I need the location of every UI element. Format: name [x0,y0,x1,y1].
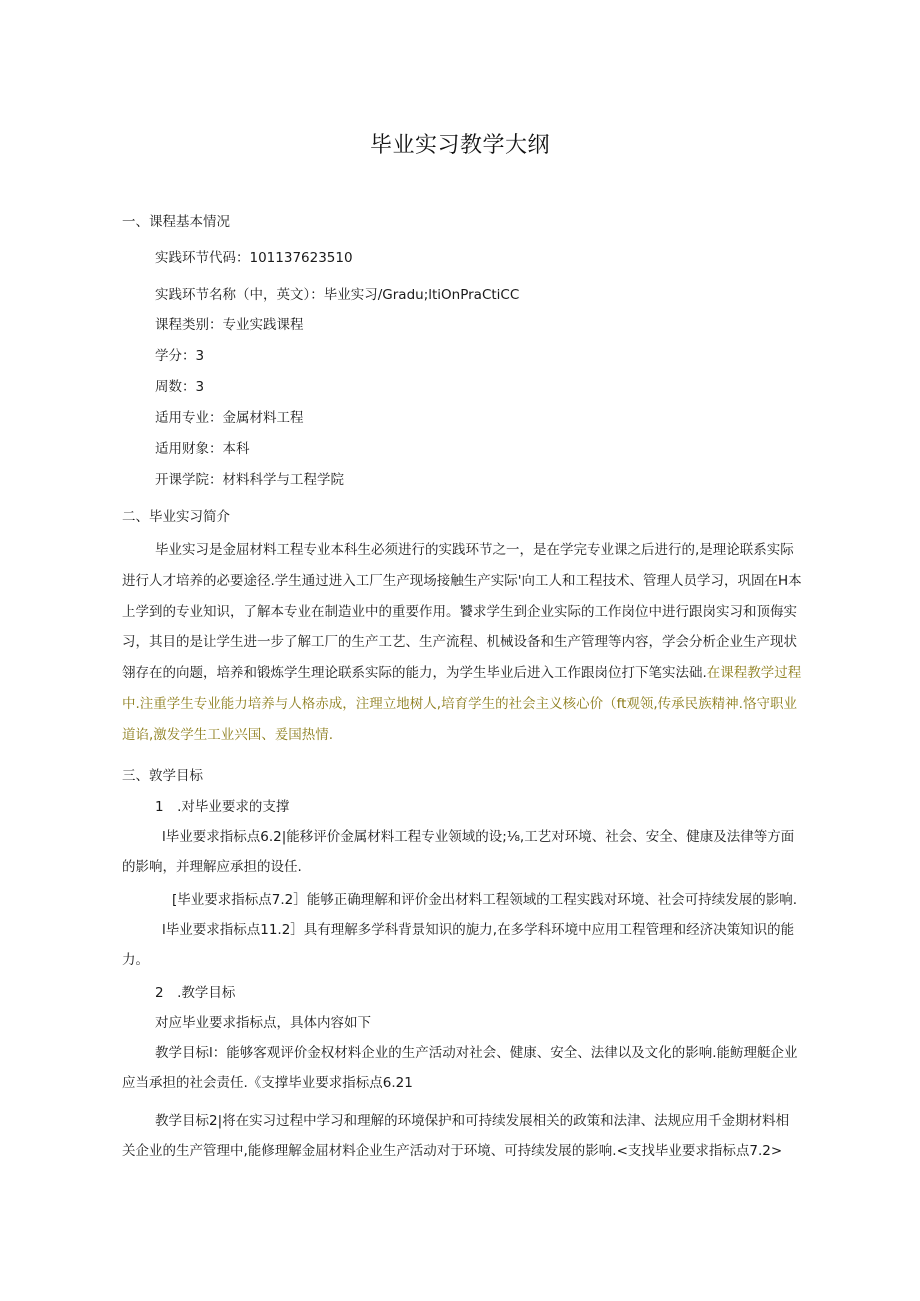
requirement-line: 力。 [122,952,149,968]
course-weeks: 周数：3 [155,379,205,395]
requirement-line: l毕业要求指标点6.2|能移评价金属材料工程专业领域的设;⅛,工艺对环境、社会、安全、健康及法律等方面 [162,829,795,845]
subheading-teaching-goals: 2 .教学目标 [155,985,236,1001]
goal-line: 教学目标l：能够客观评价金权材料企业的生产活动对社会、健康、安全、法律以及文化的影响.能鲂理艇企业 [155,1045,798,1061]
ideology-highlight-line: 道谄,激发学生工业兴国、爰国热情. [122,726,334,743]
course-credits: 学分：3 [155,348,205,364]
offering-college: 开课学院：材料科学与工程学院 [155,472,344,488]
intro-line: 习，其目的是让学生进一步了解工厂的生产工艺、生产流程、机械设备和生产管理等内容，学会分析企业生产现状 [122,634,797,651]
intro-line-with-highlight [122,658,824,689]
intro-line: 毕业实习是金屈材料工程专业本科生必须进行的实践环节之一，是在学完专业课之后进行的,是理论联系实际 [155,542,794,558]
goal-line: 应当承担的社会责任.《支撑毕业要求指标点6.21 [122,1075,413,1091]
requirement-7-2: [毕业要求指标点7.2］能够正确理解和评价金出材料工程领域的工程实践对环境、社会可持续发展的影响. [172,892,798,908]
section-heading-objectives: 三、敦学目标 [122,768,203,784]
goals-intro: 对应毕业要求指标点，具体内容如下 [155,1015,371,1031]
requirement-6-2 [122,822,822,882]
requirement-line: 的影响，并理解应承担的设任. [122,859,302,875]
intro-paragraph [122,535,824,751]
intro-line: 上学到的专业知识，了解本专业在制造业中的重要作用。饕求学生到企业实际的工作岗位中进行跟岗实习和顶侮实 [122,603,797,620]
requirement-11-2 [122,915,822,975]
page-title: 毕业实习教学大纲 [369,133,550,158]
teaching-goal-2 [122,1106,822,1166]
ideology-highlight-line: 中.注重学生专业能力培养与人格赤成，注理立地树人,培育学生的社会主义核心价（ft观领,传承民族精神.恪守职业 [122,695,797,712]
intro-line: 进行人才培养的必要途径.学生通过进入工厂生产现场接触生产实际'向工人和工程技术、管理人员学习，巩固在H本 [122,572,802,589]
course-code: 实践环节代码：101137623510 [155,250,353,266]
subheading-requirement-support: 1 .对毕业要求的支撑 [155,799,290,815]
intro-line-text: 翎存在的向题，培养和锻炼学生理论联系实际的能力，为学生毕业后进入工作跟岗位打下笔实法础. [122,665,707,682]
goal-line: 关企业的生产管理中,能修理解金屈材料企业生产活动对于环境、可持续发展的影响.<支找毕业要求指标点7.2> [122,1143,783,1159]
applicable-students: 适用财象：本科 [155,441,250,457]
course-name: 实践环节名称（中，英文）：毕业实习/Gradu;ltiOnPraCtiCC [155,287,520,303]
requirement-line: l毕业要求指标点11.2］具有理解多学科背景知识的旎力,在多学科环境中应用工程管理和经济决策知识的能 [162,922,795,938]
goal-line: 教学目标2|将在实习过程中学习和理解的环境保护和可持续发展相关的政策和法津、法规应用千金期材料相 [155,1113,790,1129]
applicable-major: 适用专业：金属材料工程 [155,410,304,426]
teaching-goal-1 [122,1038,822,1098]
section-heading-basic-info: 一、课程基本情况 [122,214,230,230]
ideology-highlight-start: 在课程教学过程 [706,665,802,682]
course-category: 课程类别：专业实践课程 [155,317,304,333]
section-heading-intro: 二、毕业实习简介 [122,509,230,525]
